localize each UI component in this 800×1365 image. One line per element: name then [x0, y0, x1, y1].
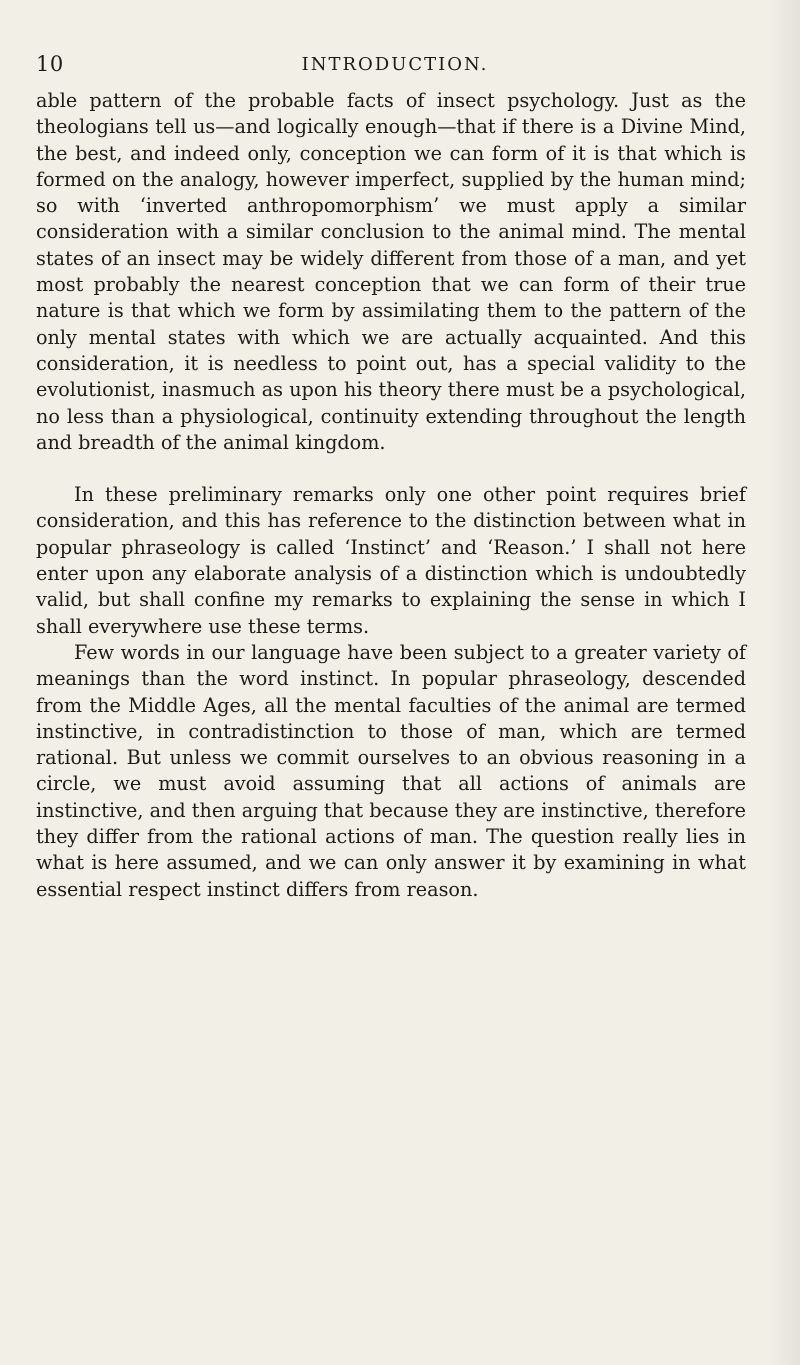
running-title: INTRODUCTION. [301, 54, 489, 75]
page-number: 10 [36, 52, 64, 76]
body-text [36, 88, 746, 903]
paragraph-word-instinct: Few words in our language have been subject to a greater variety of meanings than the word instinct. In popular phraseology, descended from the Middle Ages, all the mental faculties of the animal are termed instinctive, in contradistinction to those of man, which are termed rational. But unless we commit ourselves to an obvious reasoning in a circle, we must avoid assuming that all actions of animals are instinctive, and then arguing that because they are instinctive, therefore they differ from the rational actions of man. The question really lies in what is here assumed, and we can only answer it by examining in what essential respect instinct differs from reason. [36, 640, 746, 901]
running-head [36, 52, 754, 82]
paragraph-continuation: able pattern of the probable facts of insect psychology. Just as the theologians tell us—and logically enough—that if there is a Divine Mind, the best, and indeed only, conception we can form of it is that which is formed on the analogy, however imperfect, supplied by the human mind; so with ‘inverted anthropomorphism’ we must apply a similar consideration with a similar conclusion to the animal mind. The mental states of an insect may be widely different from those of a man, and yet most probably the nearest conception that we can form of their true nature is that which we form by assimilating them to the pattern of the only mental states with which we are actually acquainted. And this consideration, it is needless to point out, has a special validity to the evolutionist, inasmuch as upon his theory there must be a psychological, no less than a physiological, continuity extending throughout the length and breadth of the animal kingdom. [36, 89, 746, 454]
paragraph-instinct-reason: In these preliminary remarks only one other point requires brief consideration, and this has reference to the distinction between what in popular phraseology is called ‘Instinct’ and ‘Reason.’ I shall not here enter upon any elaborate analysis of a distinction which is undoubtedly valid, but shall confine my remarks to explaining the sense in which I shall everywhere use these terms. [36, 483, 746, 638]
